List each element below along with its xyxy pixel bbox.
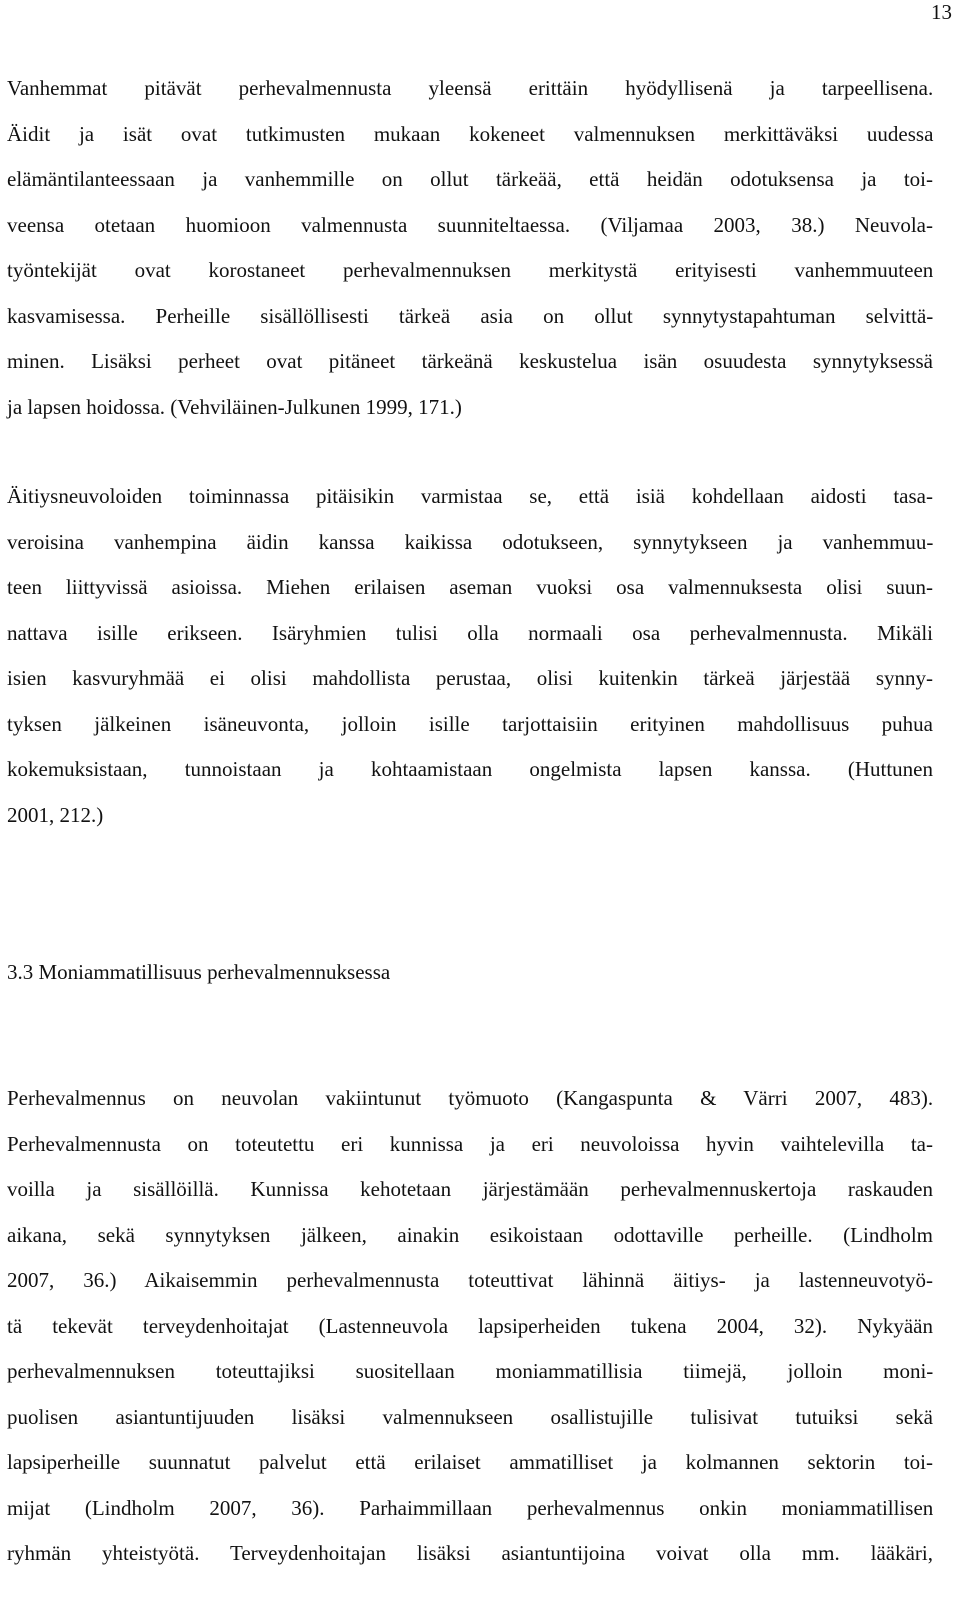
- page-number: 13: [931, 0, 952, 24]
- paragraph-2: [7, 474, 933, 838]
- text-line: kokemuksistaan, tunnoistaan ja kohtaamistaan ongelmista lapsen kanssa. (Huttunen: [7, 757, 933, 781]
- text-line: Perhevalmennus on neuvolan vakiintunut työmuoto (Kangaspunta & Värri 2007, 483).: [7, 1086, 934, 1110]
- text-line: 2007, 36.) Aikaisemmin perhevalmennusta toteuttivat lähinnä äitiys- ja lastenneuvotyö-: [7, 1268, 933, 1292]
- text-line: voilla ja sisällöillä. Kunnissa kehotetaan järjestämään perhevalmennuskertoja raskauden: [7, 1177, 933, 1201]
- text-line: tyksen jälkeinen isäneuvonta, jolloin isille tarjottaisiin erityinen mahdollisuus puhua: [7, 711, 933, 736]
- text-line: nattava isille erikseen. Isäryhmien tulisi olla normaali osa perhevalmennusta. Mikäli: [7, 620, 933, 645]
- text-line: ryhmän yhteistyötä. Terveydenhoitajan lisäksi asiantuntijoina voivat olla mm. lääkäri,: [7, 1541, 933, 1565]
- text-line: Perhevalmennusta on toteutettu eri kunnissa ja eri neuvoloissa hyvin vaihtelevilla ta-: [7, 1131, 933, 1156]
- text-line: aikana, sekä synnytyksen jälkeen, ainakin esikoistaan odottaville perheille. (Lindholm: [7, 1222, 933, 1247]
- text-line: tä tekevät terveydenhoitajat (Lastenneuvola lapsiperheiden tukena 2004, 32). Nykyään: [7, 1313, 933, 1338]
- text-line: teen liittyvissä asioissa. Miehen erilaisen aseman vuoksi osa valmennuksesta olisi suun-: [7, 575, 933, 599]
- text-line: elämäntilanteessaan ja vanhemmille on ollut tärkeää, että heidän odotuksensa ja toi-: [7, 167, 933, 191]
- text-line: isien kasvuryhmää ei olisi mahdollista perustaa, olisi kuitenkin tärkeä järjestää synny-: [7, 666, 933, 690]
- text-line: kasvamisessa. Perheille sisällöllisesti tärkeä asia on ollut synnytystapahtuman selvittä-: [7, 303, 934, 328]
- text-line: Äitiysneuvoloiden toiminnassa pitäisikin varmistaa se, että isiä kohdellaan aidosti tasa-: [7, 484, 933, 508]
- text-line: 2001, 212.): [7, 802, 104, 827]
- paragraph-3: [7, 1076, 933, 1577]
- section-heading: 3.3 Moniammatillisuus perhevalmennuksessa: [7, 960, 391, 984]
- text-line: mijat (Lindholm 2007, 36). Parhaimmillaan perhevalmennus onkin moniammatillisen: [7, 1495, 934, 1520]
- text-line: lapsiperheille suunnatut palvelut että erilaiset ammatilliset ja kolmannen sektorin toi-: [7, 1450, 933, 1474]
- text-line: Vanhemmat pitävät perhevalmennusta yleensä erittäin hyödyllisenä ja tarpeellisena.: [7, 76, 934, 100]
- text-line: veroisina vanhempina äidin kanssa kaikissa odotukseen, synnytykseen ja vanhemmuu-: [7, 529, 934, 554]
- text-line: Äidit ja isät ovat tutkimusten mukaan kokeneet valmennuksen merkittäväksi uudessa: [7, 121, 934, 146]
- text-line: ja lapsen hoidossa. (Vehviläinen-Julkunen 1999, 171.): [7, 394, 462, 419]
- text-line: puolisen asiantuntijuuden lisäksi valmennukseen osallistujille tulisivat tutuiksi sekä: [7, 1404, 933, 1429]
- text-line: työntekijät ovat korostaneet perhevalmennuksen merkitystä erityisesti vanhemmuuteen: [7, 258, 934, 282]
- text-line: perhevalmennuksen toteuttajiksi suositellaan moniammatillisia tiimejä, jolloin moni-: [7, 1359, 934, 1383]
- paragraph-1: [7, 66, 933, 430]
- text-line: minen. Lisäksi perheet ovat pitäneet tärkeänä keskustelua isän osuudesta synnytyksessä: [7, 349, 933, 373]
- text-line: veensa otetaan huomioon valmennusta suunniteltaessa. (Viljamaa 2003, 38.) Neuvola-: [7, 212, 933, 237]
